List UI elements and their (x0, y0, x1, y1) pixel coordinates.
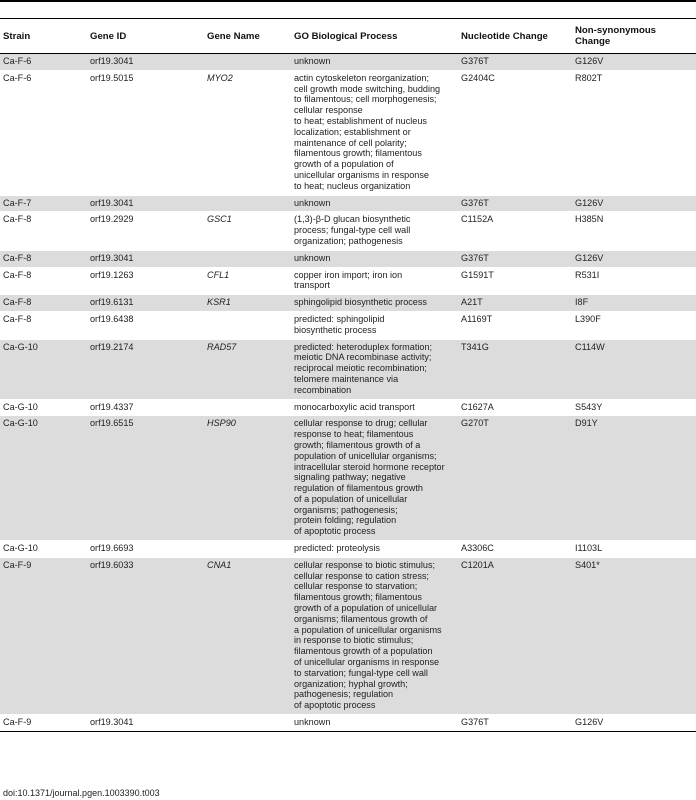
cell-go-process: unknown (294, 252, 331, 263)
header-strain: Strain (3, 30, 31, 42)
header-gene-id: Gene ID (90, 30, 127, 42)
cell-gene-name: KSR1 (207, 297, 231, 308)
cell-nonsynonymous-change: S401* (575, 559, 600, 570)
cell-gene-name: CNA1 (207, 559, 232, 570)
cell-strain: Ca-F-9 (3, 559, 32, 570)
cell-gene-id: orf19.6693 (90, 543, 134, 554)
table-row (0, 715, 696, 732)
cell-gene-id: orf19.6131 (90, 297, 134, 308)
header-row (0, 19, 696, 54)
cell-nonsynonymous-change: G126V (575, 717, 604, 728)
table-row (0, 250, 696, 267)
table-row (0, 195, 696, 212)
cell-nucleotide-change: C1627A (461, 401, 494, 412)
cell-strain: Ca-F-8 (3, 313, 32, 324)
cell-strain: Ca-F-8 (3, 269, 32, 280)
cell-nonsynonymous-change: G126V (575, 252, 604, 263)
top-rule (0, 0, 696, 2)
cell-gene-id: orf19.3041 (90, 717, 134, 728)
table-row (0, 416, 696, 541)
cell-nucleotide-change: G1591T (461, 269, 494, 280)
cell-nonsynonymous-change: I8F (575, 297, 589, 308)
cell-nonsynonymous-change: C114W (575, 341, 605, 352)
cell-nucleotide-change: G376T (461, 252, 489, 263)
doi-caption: doi:10.1371/journal.pgen.1003390.t003 (3, 788, 160, 798)
cell-nonsynonymous-change: G126V (575, 197, 604, 208)
cell-go-process: predicted: proteolysis (294, 543, 380, 554)
cell-go-process: copper iron import; iron ion transport (294, 269, 403, 291)
table-row (0, 54, 696, 71)
header-nonsynonymous-change: Non-synonymous Change (575, 25, 657, 47)
cell-go-process: unknown (294, 56, 331, 66)
cell-gene-name: HSP90 (207, 418, 236, 429)
cell-gene-id: orf19.5015 (90, 72, 134, 83)
cell-nucleotide-change: G376T (461, 56, 489, 66)
cell-gene-id: orf19.4337 (90, 401, 134, 412)
cell-go-process: predicted: sphingolipid biosynthetic process (294, 313, 385, 335)
cell-strain: Ca-G-10 (3, 418, 38, 429)
cell-nucleotide-change: G2404C (461, 72, 495, 83)
cell-go-process: (1,3)-β-D glucan biosynthetic process; fungal-type cell wall organization; pathogenesis (294, 214, 411, 246)
cell-strain: Ca-F-8 (3, 297, 32, 308)
cell-nonsynonymous-change: I1103L (575, 543, 603, 554)
table-row (0, 399, 696, 416)
cell-nucleotide-change: C1152A (461, 214, 494, 225)
cell-strain: Ca-G-10 (3, 341, 38, 352)
cell-gene-name (204, 250, 291, 267)
cell-strain: Ca-F-9 (3, 717, 32, 728)
cell-gene-id: orf19.2929 (90, 214, 134, 225)
cell-go-process: cellular response to drug; cellular response to heat; filamentous growth; filamentous growth of a population of unicellular organisms; intracellular steroid hormone receptor signaling pathway; negative regulation of filamentous growth of a population of unicellular organisms; pathogenesis; protein folding; regulation of apoptotic process (294, 418, 445, 537)
cell-strain: Ca-F-8 (3, 252, 32, 263)
cell-nucleotide-change: G376T (461, 197, 489, 208)
header-gene-name: Gene Name (207, 30, 260, 42)
cell-nonsynonymous-change: D91Y (575, 418, 598, 429)
cell-nucleotide-change: G376T (461, 717, 489, 728)
cell-nucleotide-change: T341G (461, 341, 489, 352)
cell-gene-id: orf19.1263 (90, 269, 134, 280)
cell-gene-name (204, 541, 291, 558)
cell-go-process: unknown (294, 197, 331, 208)
cell-gene-name: RAD57 (207, 341, 237, 352)
table-row (0, 311, 696, 339)
table-body (0, 54, 696, 732)
cell-gene-name: CFL1 (207, 269, 230, 280)
cell-gene-name (204, 54, 291, 71)
table-row (0, 557, 696, 714)
table-row (0, 267, 696, 295)
header-nucleotide-change: Nucleotide Change (461, 30, 548, 42)
cell-gene-name (204, 715, 291, 732)
cell-go-process: actin cytoskeleton reorganization; cell growth mode switching, budding to filamentous; cell morphogenesis; cellular response to heat; establishment of nucleus localization; establishment or maintenance of cell polarity; filamentous growth; filamentous growth of a population of unicellular organisms in response to heat; nucleus organization (294, 72, 441, 191)
table-row (0, 295, 696, 312)
cell-strain: Ca-F-7 (3, 197, 32, 208)
cell-gene-id: orf19.3041 (90, 197, 134, 208)
cell-nonsynonymous-change: S543Y (575, 401, 603, 412)
cell-strain: Ca-F-8 (3, 214, 32, 225)
cell-go-process: cellular response to biotic stimulus; cellular response to cation stress; cellular response to starvation; filamentous growth; filamentous growth of a population of unicellular organisms; filamentous growth of a population of unicellular organisms in response to biotic stimulus; filamentous growth of a population of unicellular organisms in response to starvation; fungal-type cell wall organization; hyphal growth; pathogenesis; regulation of apoptotic process (294, 559, 442, 711)
cell-gene-id: orf19.6515 (90, 418, 134, 429)
table-row (0, 70, 696, 195)
cell-go-process: sphingolipid biosynthetic process (294, 297, 427, 308)
cell-gene-id: orf19.6033 (90, 559, 134, 570)
cell-gene-id: orf19.2174 (90, 341, 134, 352)
cell-nucleotide-change: A21T (461, 297, 483, 308)
cell-strain: Ca-F-6 (3, 72, 32, 83)
cell-nonsynonymous-change: L390F (575, 313, 601, 324)
cell-gene-name: GSC1 (207, 214, 232, 225)
header-go-process: GO Biological Process (294, 30, 398, 42)
cell-go-process: unknown (294, 717, 331, 728)
cell-nonsynonymous-change: R531I (575, 269, 600, 280)
cell-nucleotide-change: A3306C (461, 543, 494, 554)
cell-gene-id: orf19.3041 (90, 252, 134, 263)
cell-nonsynonymous-change: G126V (575, 56, 604, 66)
cell-nonsynonymous-change: H385N (575, 214, 604, 225)
cell-nucleotide-change: A1169T (461, 313, 493, 324)
cell-gene-name (204, 195, 291, 212)
cell-gene-id: orf19.3041 (90, 56, 134, 66)
cell-nucleotide-change: C1201A (461, 559, 494, 570)
cell-strain: Ca-G-10 (3, 401, 38, 412)
cell-nucleotide-change: G270T (461, 418, 489, 429)
cell-go-process: predicted: heteroduplex formation; meiotic DNA recombinase activity; reciprocal meiotic recombination; telomere maintenance via recombination (294, 341, 433, 395)
cell-go-process: monocarboxylic acid transport (294, 401, 415, 412)
table-row (0, 339, 696, 399)
cell-nonsynonymous-change: R802T (575, 72, 603, 83)
mutation-table (0, 18, 696, 732)
cell-gene-id: orf19.6438 (90, 313, 134, 324)
cell-strain: Ca-G-10 (3, 543, 38, 554)
cell-gene-name: MYO2 (207, 72, 233, 83)
table-row (0, 212, 696, 250)
table-row (0, 541, 696, 558)
cell-strain: Ca-F-6 (3, 56, 32, 66)
cell-gene-name (204, 311, 291, 339)
cell-gene-name (204, 399, 291, 416)
